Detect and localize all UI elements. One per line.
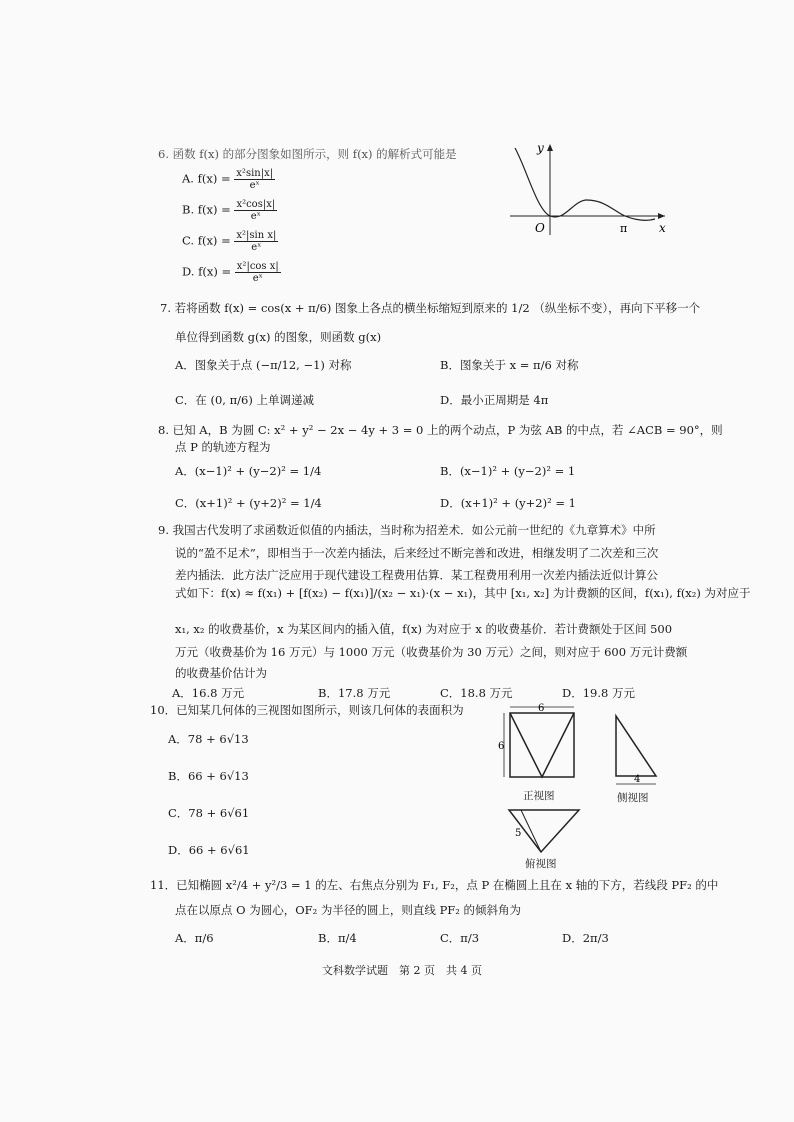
q8-option-d[interactable]: D．(x+1)² + (y+2)² = 1	[440, 496, 576, 510]
q9-line2: 说的“盈不足术”，即相当于一次差内插法，后来经过不断完善和改进，相继发明了二次差和三次	[175, 546, 659, 560]
function-curve	[515, 148, 655, 220]
q11-option-d[interactable]: D．2π/3	[562, 931, 609, 945]
front-view-diagram	[500, 703, 580, 783]
option-label: A.	[182, 171, 194, 186]
option-fraction: $\frac{\text{x²cos|x|}}{\text{eˣ}}$	[236, 199, 276, 222]
option-lhs: f(x) =	[198, 264, 232, 279]
q11-stem-line2: 点在以原点 O 为圆心，OF₂ 为半径的圆上，则直线 PF₂ 的倾斜角为	[175, 903, 522, 917]
q10-option-a[interactable]: A．78 + 6√13	[168, 732, 249, 746]
front-width-label: 6	[538, 703, 545, 714]
q8-stem-line2: 点 P 的轨迹方程为	[175, 440, 271, 454]
q6-option-c[interactable]	[182, 230, 278, 253]
option-lhs: f(x) =	[197, 171, 231, 186]
q9-option-b[interactable]: B．17.8 万元	[318, 686, 391, 700]
q9-line4: 式如下：f(x) ≈ f(x₁) + [f(x₂) − f(x₁)]/(x₂ − x₁)·(x − x₁)，其中 [x₁, x₂] 为计费额的区间，f(x₁), f(x₂) 为对应于	[175, 586, 751, 600]
option-fraction: $\frac{\text{x²|sin x|}}{\text{eˣ}}$	[236, 230, 277, 253]
origin-label: O	[535, 221, 545, 235]
q11-option-c[interactable]: C．π/3	[440, 931, 480, 945]
q7-option-b[interactable]: B．图象关于 x = π/6 对称	[440, 358, 579, 372]
q7-option-a[interactable]: A．图象关于点 (−π/12, −1) 对称	[175, 358, 352, 372]
q8-option-c[interactable]: C．(x+1)² + (y+2)² = 1/4	[175, 496, 322, 510]
q9-line7: 的收费基价估计为	[175, 666, 267, 680]
y-axis-arrow	[547, 144, 553, 151]
q6-option-a[interactable]	[182, 168, 275, 191]
y-label: y	[537, 141, 544, 155]
q8-stem-line1: 8. 已知 A，B 为圆 C: x² + y² − 2x − 4y + 3 = 0 上的两个动点，P 为弦 AB 的中点，若 ∠ACB = 90°，则	[158, 423, 723, 437]
q8-option-b[interactable]: B．(x−1)² + (y−2)² = 1	[440, 464, 576, 478]
x-axis-arrow	[658, 213, 665, 219]
x-label: x	[659, 221, 666, 235]
pi-label: π	[620, 222, 628, 235]
front-square	[510, 713, 574, 777]
q6-option-d[interactable]	[182, 261, 281, 284]
q6-function-graph	[505, 140, 675, 240]
side-dim-label: 4	[634, 774, 641, 785]
front-v-lines	[510, 713, 574, 777]
option-label: B.	[182, 202, 195, 217]
option-fraction: $\frac{\text{x²sin|x|}}{\text{eˣ}}$	[236, 168, 274, 191]
q9-line3: 差内插法．此方法广泛应用于现代建设工程费用估算．某工程费用利用一次差内插法近似计算公	[175, 568, 658, 582]
q11-stem-line1: 11．已知椭圆 x²/4 + y²/3 = 1 的左、右焦点分别为 F₁, F₂，点 P 在椭圆上且在 x 轴的下方，若线段 PF₂ 的中	[150, 878, 719, 892]
q9-option-d[interactable]: D．19.8 万元	[562, 686, 635, 700]
q10-stem: 10．已知某几何体的三视图如图所示，则该几何体的表面积为	[150, 703, 464, 717]
side-view-label: 侧视图	[617, 792, 649, 804]
q9-line6: 万元（收费基价为 16 万元）与 1000 万元（收费基价为 30 万元）之间，则对应于 600 万元计费额	[175, 645, 688, 659]
top-view-diagram	[505, 806, 585, 858]
option-label: D.	[182, 264, 195, 279]
q7-option-c[interactable]: C．在 (0, π/6) 上单调递减	[175, 393, 314, 407]
q9-option-a[interactable]: A．16.8 万元	[172, 686, 245, 700]
q10-option-d[interactable]: D．66 + 6√61	[168, 843, 250, 857]
q9-line5: x₁, x₂ 的收费基价，x 为某区间内的插入值，f(x) 为对应于 x 的收费基价．若计费额处于区间 500	[175, 622, 673, 636]
q10-option-c[interactable]: C．78 + 6√61	[168, 806, 250, 820]
side-view-diagram	[610, 712, 665, 792]
option-lhs: f(x) =	[197, 202, 231, 217]
top-dim-label: 5	[515, 828, 522, 839]
top-view-label: 俯视图	[525, 858, 557, 870]
q11-option-b[interactable]: B．π/4	[318, 931, 357, 945]
q6-option-b[interactable]	[182, 199, 277, 222]
q11-option-a[interactable]: A．π/6	[175, 931, 214, 945]
q9-option-c[interactable]: C．18.8 万元	[440, 686, 513, 700]
side-triangle	[616, 716, 656, 776]
q7-option-d[interactable]: D．最小正周期是 4π	[440, 393, 549, 407]
front-view-label: 正视图	[523, 790, 555, 802]
q9-line1: 9. 我国古代发明了求函数近似值的内插法，当时称为招差术．如公元前一世纪的《九章算术》中所	[158, 523, 656, 537]
q6-stem: 6. 函数 f(x) 的部分图象如图所示，则 f(x) 的解析式可能是	[158, 147, 457, 161]
option-label: C.	[182, 233, 195, 248]
option-lhs: f(x) =	[197, 233, 231, 248]
q8-option-a[interactable]: A．(x−1)² + (y−2)² = 1/4	[175, 464, 322, 478]
top-inner-line	[521, 810, 541, 852]
q10-option-b[interactable]: B．66 + 6√13	[168, 769, 249, 783]
q7-stem-line1: 7. 若将函数 f(x) = cos(x + π/6) 图象上各点的横坐标缩短到原来的 1/2 （纵坐标不变），再向下平移一个	[160, 301, 701, 315]
page-footer: 文科数学试题 第 2 页 共 4 页	[322, 964, 482, 977]
front-height-label: 6	[498, 741, 505, 752]
option-fraction: $\frac{\text{x²|cos x|}}{\text{eˣ}}$	[236, 261, 279, 284]
q7-stem-line2: 单位得到函数 g(x) 的图象，则函数 g(x)	[175, 330, 382, 344]
